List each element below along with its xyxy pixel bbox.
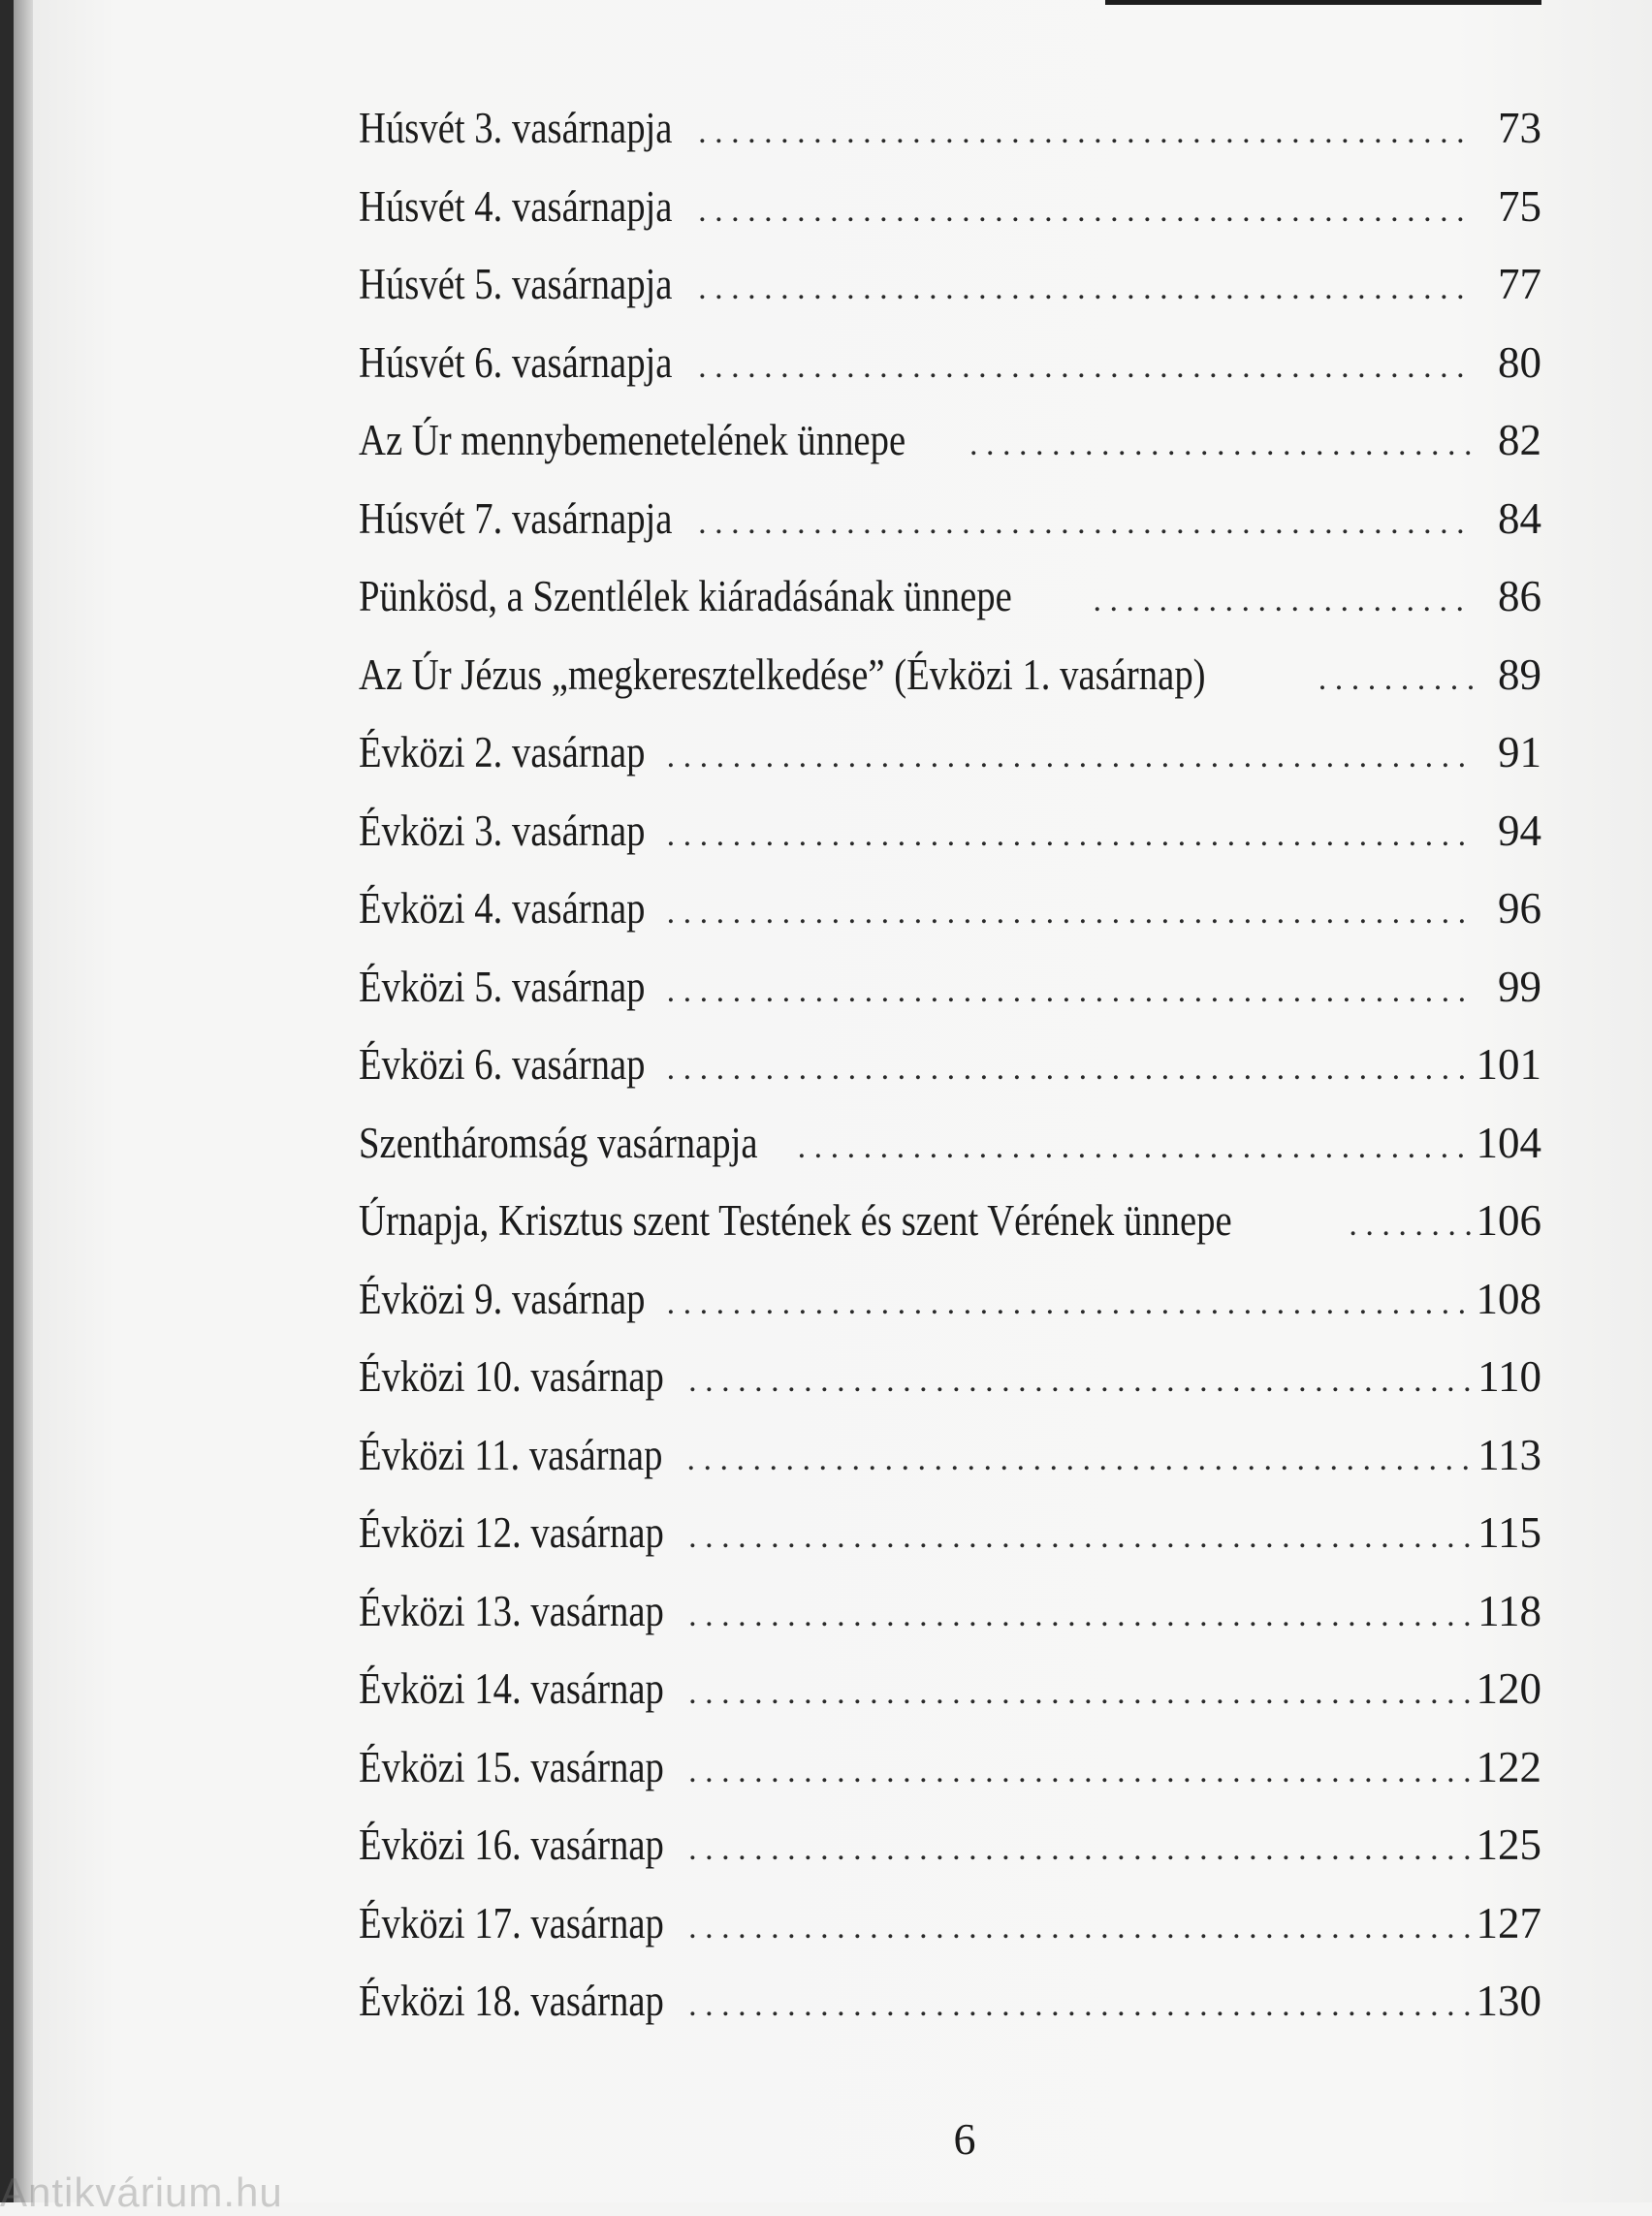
top-rule bbox=[1105, 0, 1541, 5]
toc-entry-title: Pünkösd, a Szentlélek kiáradásának ünnepe bbox=[359, 572, 1012, 620]
toc-entry-title: Évközi 3. vasárnap bbox=[359, 806, 646, 855]
toc-entry bbox=[359, 401, 1541, 480]
toc-entry-page: 110 bbox=[1477, 1352, 1541, 1401]
toc-entry-page: 96 bbox=[1498, 884, 1541, 933]
toc-entry-title: Húsvét 6. vasárnapja bbox=[359, 337, 673, 387]
toc-entry-title: Évközi 4. vasárnap bbox=[359, 884, 646, 933]
toc-entry-page: 108 bbox=[1476, 1274, 1541, 1323]
toc-leader-dots bbox=[688, 1343, 1472, 1421]
toc-leader-dots bbox=[698, 485, 1474, 563]
toc-entry bbox=[359, 870, 1541, 948]
toc-entry-page: 115 bbox=[1477, 1508, 1541, 1557]
toc-entry-page: 99 bbox=[1498, 962, 1541, 1011]
toc-entry-page: 75 bbox=[1498, 181, 1541, 231]
toc-entry-title: Évközi 11. vasárnap bbox=[359, 1430, 663, 1479]
toc-entry-page: 130 bbox=[1476, 1977, 1541, 2025]
toc-entry bbox=[359, 1650, 1541, 1728]
toc-leader-dots bbox=[698, 329, 1474, 407]
toc-entry bbox=[359, 1728, 1541, 1807]
toc-leader-dots bbox=[688, 1655, 1470, 1733]
toc-entry-page: 120 bbox=[1476, 1664, 1541, 1713]
toc-entry-title: Évközi 16. vasárnap bbox=[359, 1820, 664, 1869]
toc-entry bbox=[359, 480, 1541, 558]
toc-entry bbox=[359, 713, 1541, 792]
toc-leader-dots bbox=[667, 953, 1474, 1031]
toc-entry-page: 106 bbox=[1476, 1196, 1541, 1245]
toc-entry-page: 113 bbox=[1477, 1430, 1541, 1479]
toc-entry-title: Húsvét 3. vasárnapja bbox=[359, 104, 673, 152]
toc-leader-dots bbox=[688, 1733, 1470, 1812]
toc-entry bbox=[359, 89, 1541, 168]
toc-entry-page: 125 bbox=[1476, 1820, 1541, 1869]
toc-entry bbox=[359, 1494, 1541, 1572]
toc-leader-dots bbox=[698, 94, 1474, 173]
toc-entry-page: 84 bbox=[1498, 493, 1541, 543]
toc-leader-dots bbox=[688, 1577, 1472, 1656]
toc-leader-dots bbox=[1349, 1187, 1470, 1265]
toc-leader-dots bbox=[667, 718, 1474, 797]
toc-entry-title: Szentháromság vasárnapja bbox=[359, 1118, 758, 1167]
toc-leader-dots bbox=[688, 1499, 1472, 1577]
toc-entry-title: Húsvét 5. vasárnapja bbox=[359, 260, 673, 308]
toc-entry-title: Évközi 18. vasárnap bbox=[359, 1977, 664, 2025]
toc-leader-dots bbox=[698, 173, 1474, 251]
toc-entry-title: Évközi 15. vasárnap bbox=[359, 1742, 664, 1791]
toc-entry bbox=[359, 1416, 1541, 1495]
toc-entry-page: 73 bbox=[1498, 104, 1541, 152]
toc-entry-title: Évközi 2. vasárnap bbox=[359, 728, 646, 776]
toc-entry-title: Évközi 17. vasárnap bbox=[359, 1898, 664, 1947]
toc-entry-page: 89 bbox=[1498, 649, 1541, 699]
toc-entry-title: Húsvét 7. vasárnapja bbox=[359, 493, 673, 543]
toc-leader-dots bbox=[1094, 562, 1474, 641]
toc-leader-dots bbox=[667, 797, 1474, 875]
toc-entry-title: Évközi 6. vasárnap bbox=[359, 1040, 646, 1089]
toc-entry bbox=[359, 1026, 1541, 1104]
toc-entry-title: Évközi 9. vasárnap bbox=[359, 1274, 646, 1323]
toc-leader-dots bbox=[798, 1109, 1471, 1187]
toc-entry bbox=[359, 1962, 1541, 2041]
toc-entry bbox=[359, 245, 1541, 324]
toc-entry bbox=[359, 636, 1541, 714]
toc-entry bbox=[359, 948, 1541, 1027]
page-edge-shadow bbox=[14, 0, 33, 2202]
toc-entry bbox=[359, 1806, 1541, 1884]
toc-leader-dots bbox=[698, 250, 1474, 329]
toc-leader-dots bbox=[969, 406, 1474, 485]
toc-entry bbox=[359, 1104, 1541, 1183]
toc-entry bbox=[359, 1884, 1541, 1963]
toc-leader-dots bbox=[1318, 641, 1474, 719]
toc-leader-dots bbox=[686, 1421, 1472, 1500]
toc-entry-title: Húsvét 4. vasárnapja bbox=[359, 181, 673, 231]
toc-entry bbox=[359, 1338, 1541, 1416]
table-of-contents bbox=[359, 89, 1541, 2041]
toc-leader-dots bbox=[688, 1889, 1470, 1968]
toc-entry-title: Az Úr Jézus „megkeresztelkedése” (Évközi 1. vasárnap) bbox=[359, 649, 1206, 699]
toc-entry-page: 101 bbox=[1476, 1040, 1541, 1089]
toc-entry-page: 86 bbox=[1498, 572, 1541, 620]
toc-entry bbox=[359, 557, 1541, 636]
toc-leader-dots bbox=[667, 1030, 1471, 1109]
toc-entry-title: Évközi 10. vasárnap bbox=[359, 1352, 664, 1401]
toc-entry-page: 77 bbox=[1498, 260, 1541, 308]
toc-entry bbox=[359, 1260, 1541, 1339]
toc-entry-title: Évközi 14. vasárnap bbox=[359, 1664, 664, 1713]
toc-entry-title: Az Úr mennybemenetelének ünnepe bbox=[359, 416, 906, 464]
toc-leader-dots bbox=[667, 1265, 1471, 1344]
toc-entry-title: Úrnapja, Krisztus szent Testének és szent Vérének ünnepe bbox=[359, 1196, 1232, 1245]
toc-entry-page: 118 bbox=[1477, 1586, 1541, 1635]
watermark-text: Antikvárium.hu bbox=[0, 2169, 283, 2215]
page-number: 6 bbox=[953, 2114, 976, 2164]
toc-entry bbox=[359, 168, 1541, 246]
toc-entry bbox=[359, 1182, 1541, 1260]
toc-entry-page: 82 bbox=[1498, 416, 1541, 464]
toc-entry-page: 94 bbox=[1498, 806, 1541, 855]
toc-leader-dots bbox=[688, 1811, 1470, 1889]
toc-entry-page: 91 bbox=[1498, 728, 1541, 776]
toc-entry bbox=[359, 1572, 1541, 1651]
toc-entry-page: 104 bbox=[1476, 1118, 1541, 1167]
toc-entry-page: 80 bbox=[1498, 337, 1541, 387]
toc-entry-page: 122 bbox=[1476, 1742, 1541, 1791]
toc-leader-dots bbox=[667, 874, 1474, 953]
toc-entry-title: Évközi 12. vasárnap bbox=[359, 1508, 664, 1557]
toc-entry-page: 127 bbox=[1476, 1898, 1541, 1947]
binding-edge bbox=[0, 0, 14, 2202]
toc-entry bbox=[359, 792, 1541, 871]
toc-entry bbox=[359, 324, 1541, 402]
toc-entry-title: Évközi 13. vasárnap bbox=[359, 1586, 664, 1635]
toc-entry-title: Évközi 5. vasárnap bbox=[359, 962, 646, 1011]
toc-leader-dots bbox=[688, 1967, 1470, 2045]
